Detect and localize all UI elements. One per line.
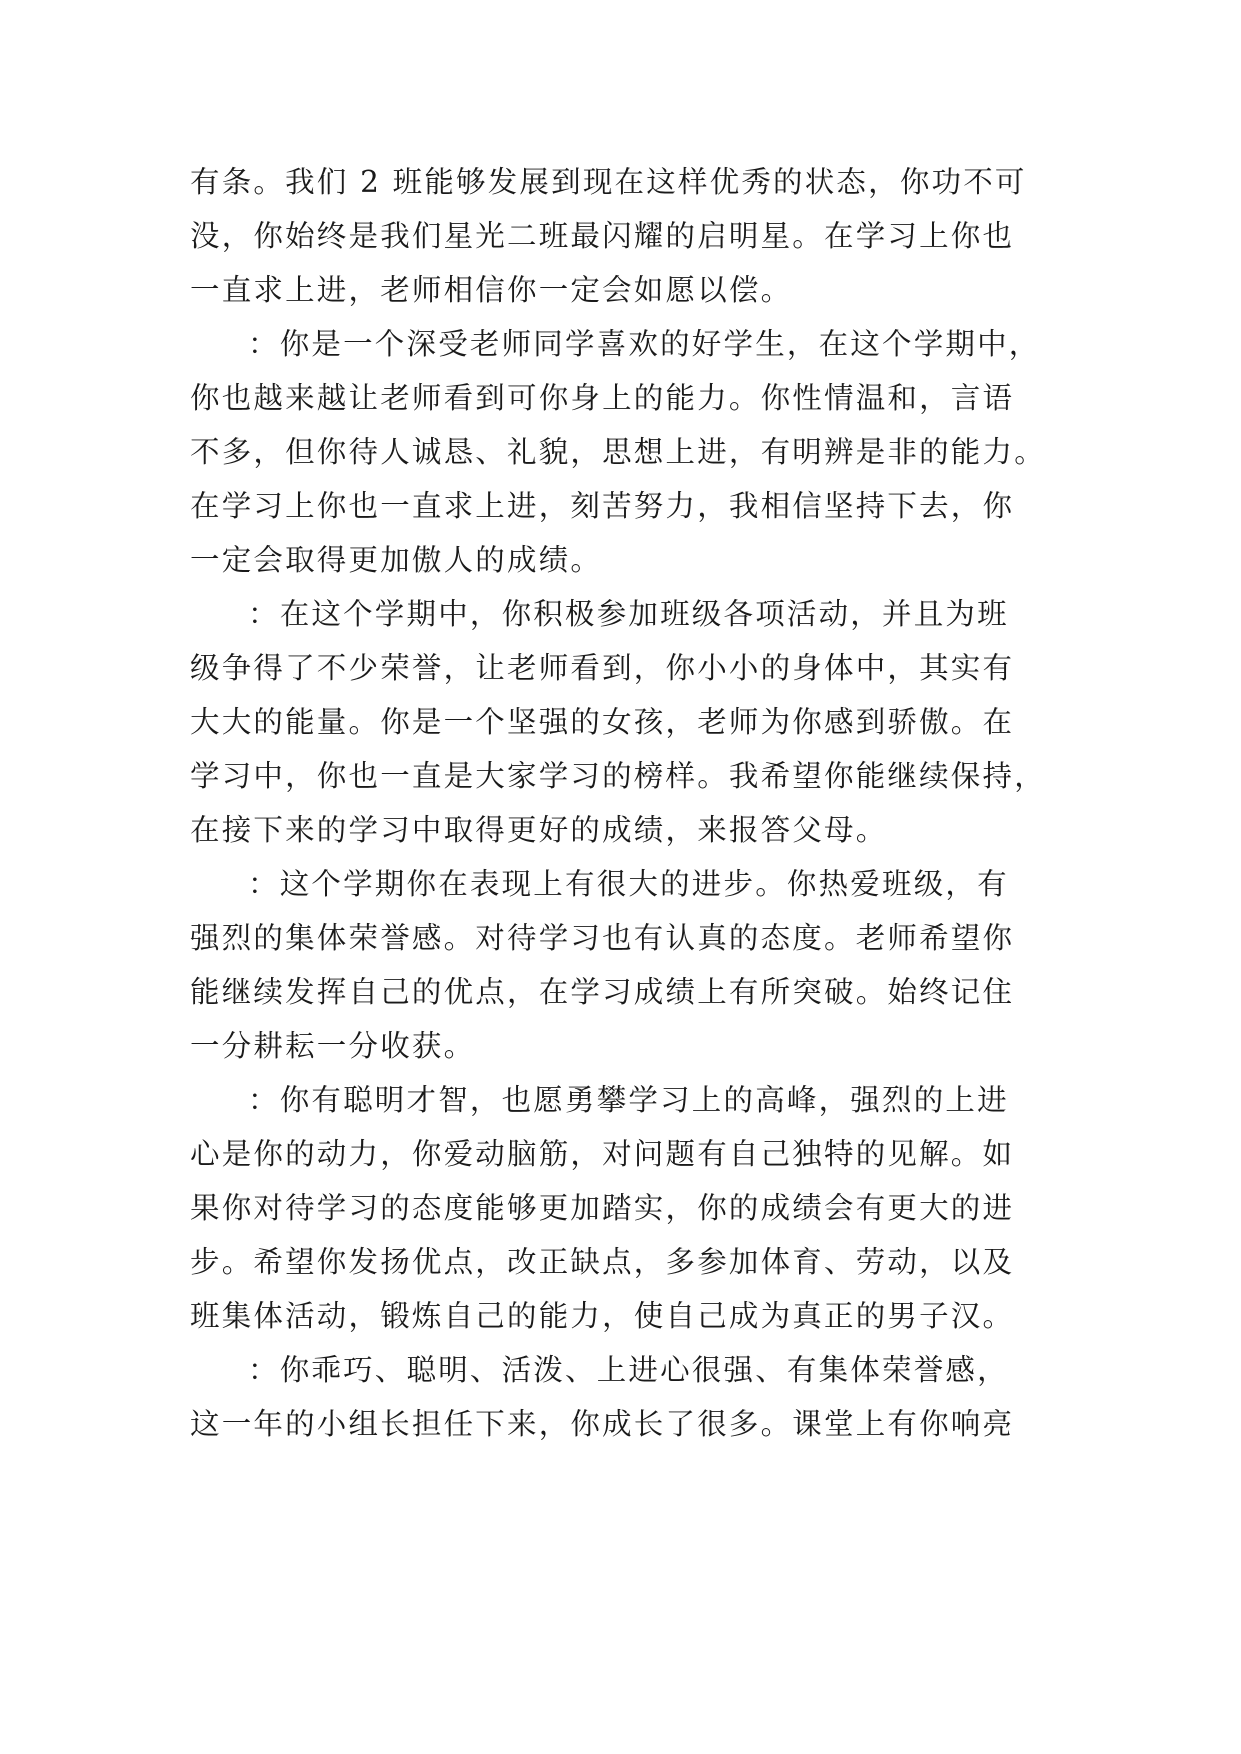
text-line: 级争得了不少荣誉，让老师看到，你小小的身体中，其实有 [190,651,1015,685]
text-line: 班集体活动，锻炼自己的能力，使自己成为真正的男子汉。 [190,1299,1015,1333]
text-line: 有条。我们 2 班能够发展到现在这样优秀的状态，你功不可 [190,165,1027,199]
text-line: 一定会取得更加傲人的成绩。 [190,543,603,577]
paragraph-start-line: ：在这个学期中，你积极参加班级各项活动，并且为班 [248,597,1009,631]
text-line: 大大的能量。你是一个坚强的女孩，老师为你感到骄傲。在 [190,705,1015,739]
text-line: 在接下来的学习中取得更好的成绩，来报答父母。 [190,813,888,847]
text-line: 这一年的小组长担任下来，你成长了很多。课堂上有你响亮 [190,1407,1015,1441]
text-line: 能继续发挥自己的优点，在学习成绩上有所突破。始终记住 [190,975,1015,1009]
paragraph-start-line: ：你有聪明才智，也愿勇攀学习上的高峰，强烈的上进 [248,1083,1009,1117]
text-line: 强烈的集体荣誉感。对待学习也有认真的态度。老师希望你 [190,921,1015,955]
text-line: 不多，但你待人诚恳、礼貌，思想上进，有明辨是非的能力。 [190,435,1046,469]
text-line: 步。希望你发扬优点，改正缺点，多参加体育、劳动，以及 [190,1245,1015,1279]
text-line: 心是你的动力，你爱动脑筋，对问题有自己独特的见解。如 [190,1137,1015,1171]
paragraph-start-line: ：你乖巧、聪明、活泼、上进心很强、有集体荣誉感， [248,1353,1009,1387]
paragraph-start-line: ：你是一个深受老师同学喜欢的好学生，在这个学期中， [248,327,1041,361]
text-line: 没，你始终是我们星光二班最闪耀的启明星。在学习上你也 [190,219,1015,253]
text-line: 你也越来越让老师看到可你身上的能力。你性情温和，言语 [190,381,1015,415]
text-line: 在学习上你也一直求上进，刻苦努力，我相信坚持下去，你 [190,489,1015,523]
text-line: 果你对待学习的态度能够更加踏实，你的成绩会有更大的进 [190,1191,1015,1225]
text-line: 学习中，你也一直是大家学习的榜样。我希望你能继续保持， [190,759,1046,793]
text-line: 一分耕耘一分收获。 [190,1029,476,1063]
body-text [190,155,1050,1451]
text-line: 一直求上进，老师相信你一定会如愿以偿。 [190,273,793,307]
paragraph-start-line: ：这个学期你在表现上有很大的进步。你热爱班级，有 [248,867,1009,901]
